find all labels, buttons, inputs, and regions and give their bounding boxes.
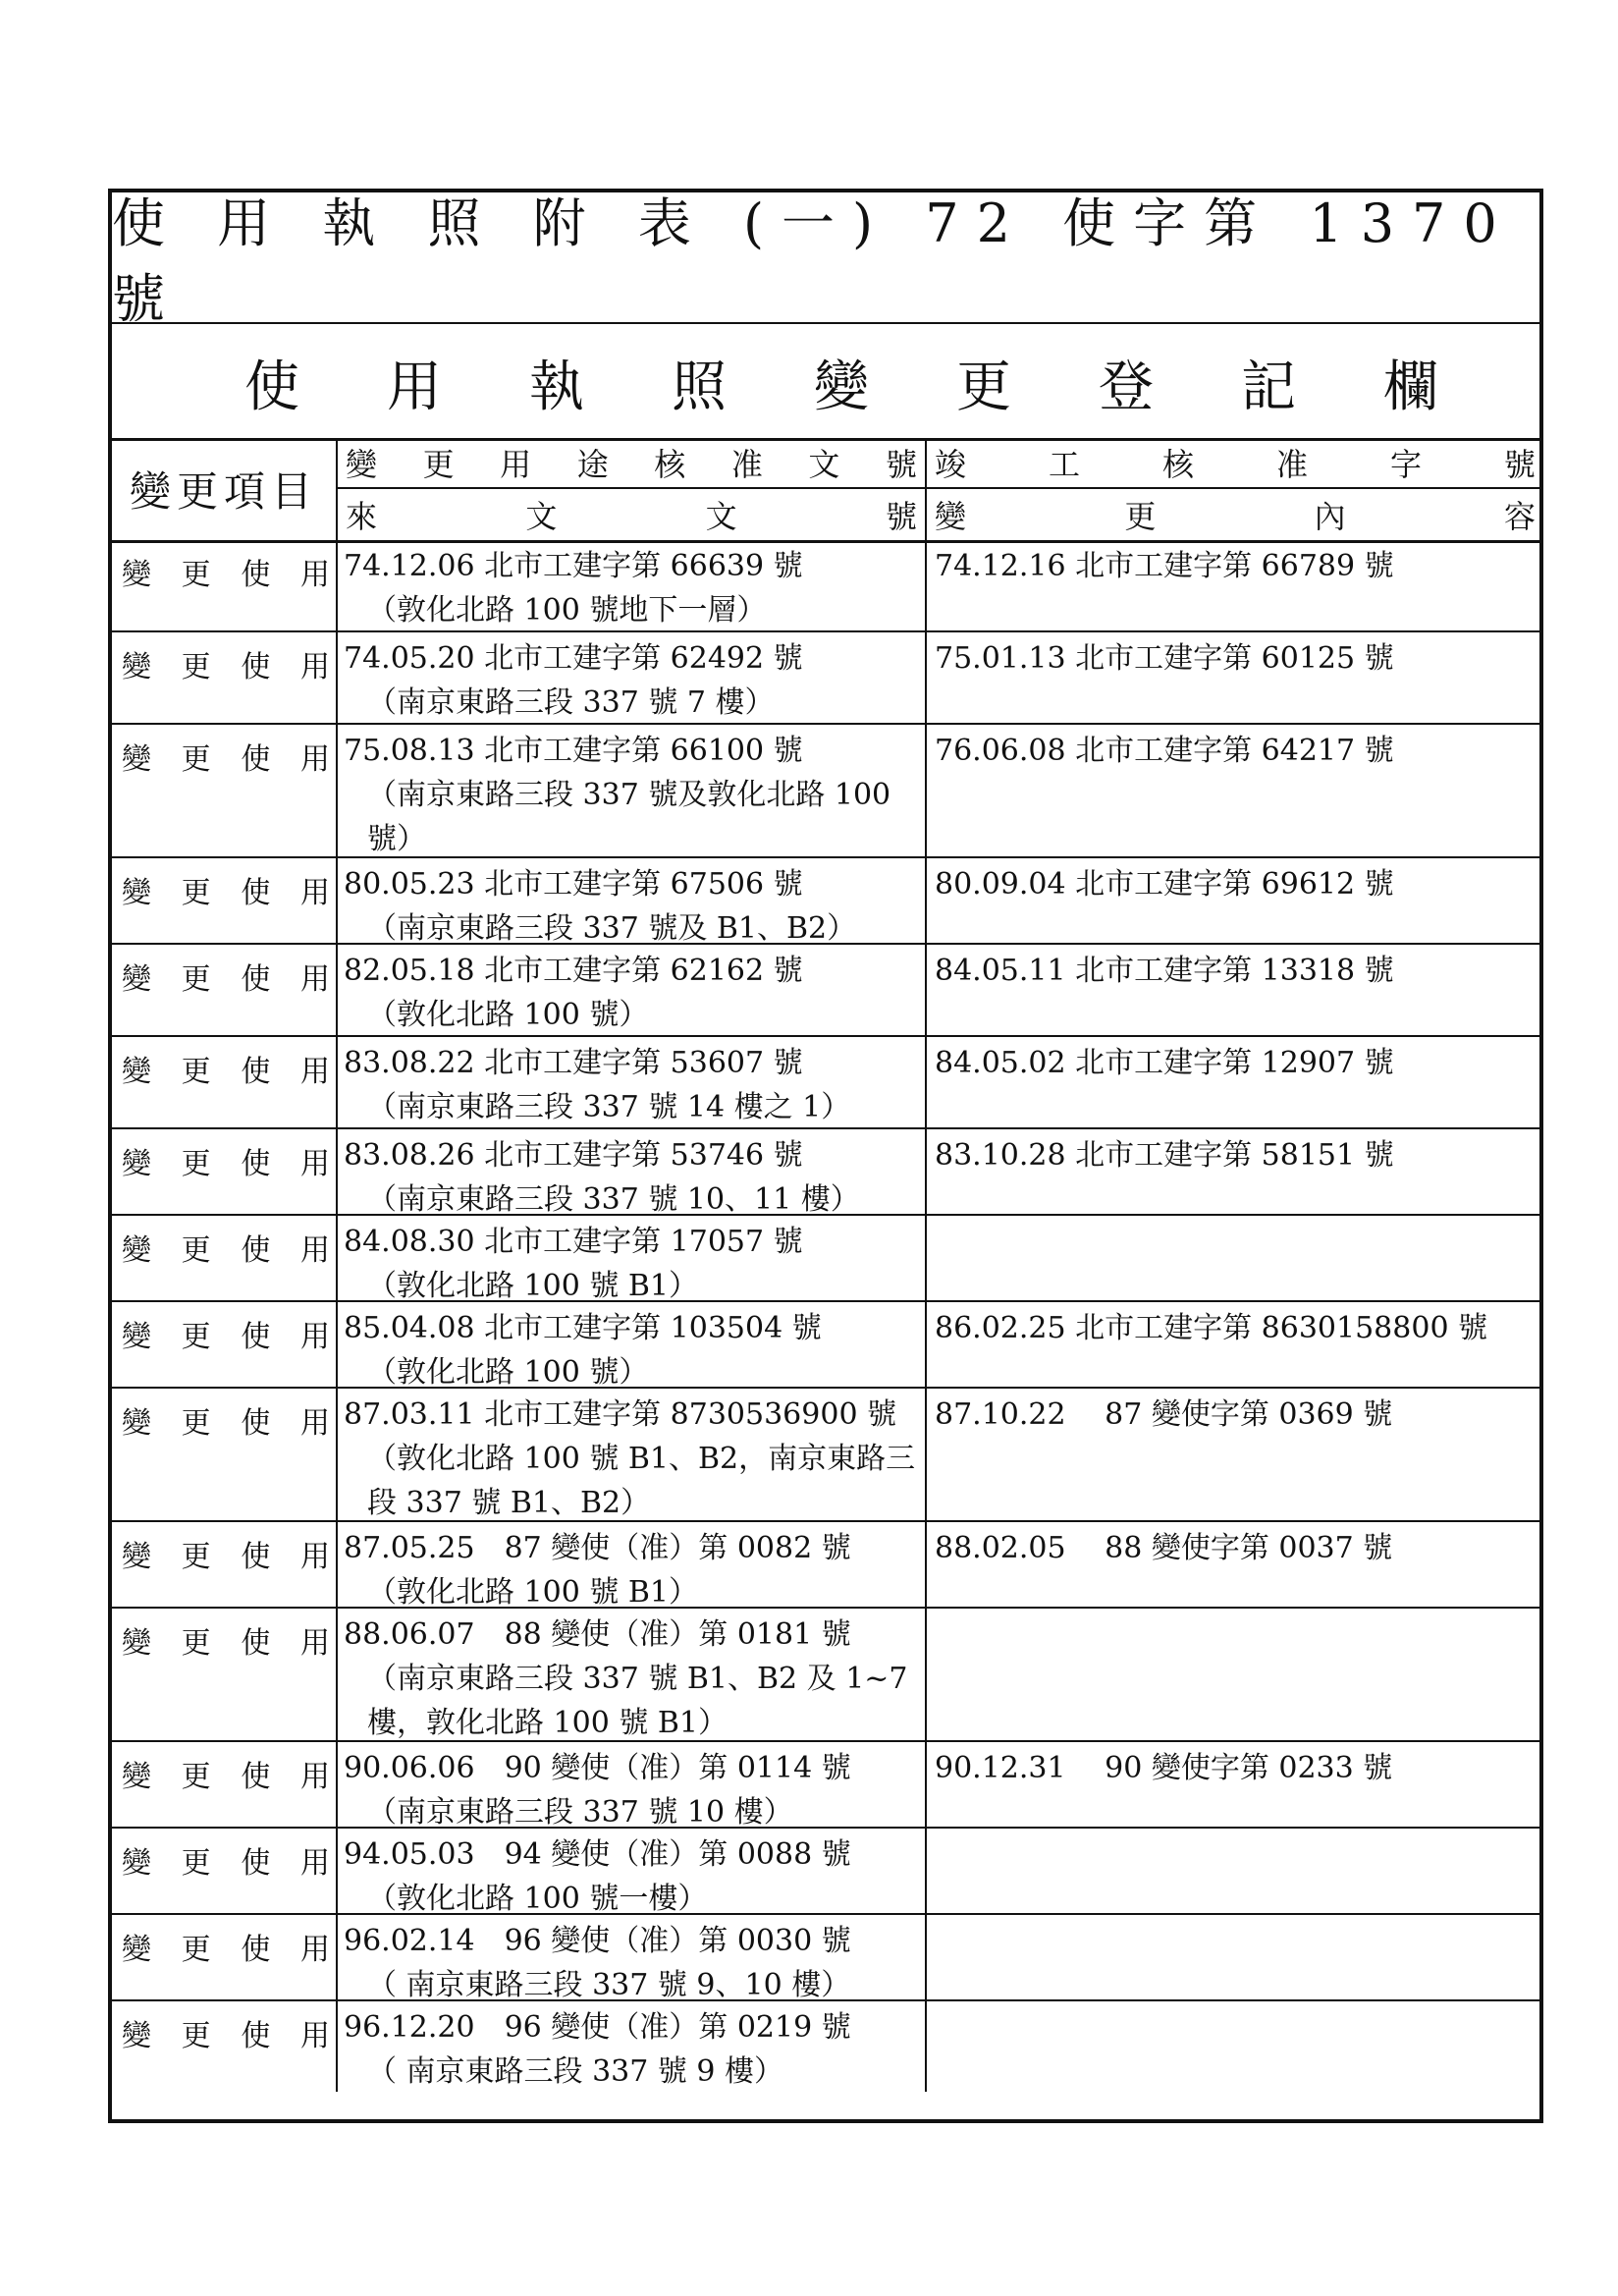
change-item-cell [112, 632, 338, 723]
change-item-char: 更 [181, 1320, 211, 1354]
approval-document-number: 85.04.08 北市工建字第 103504 號 [344, 1311, 822, 1345]
completion-approval-cell [927, 1829, 1539, 1913]
approval-document-number: 82.05.18 北市工建字第 62162 號 [344, 954, 803, 988]
table-row [112, 1389, 1539, 1522]
change-item-char: 更 [181, 558, 211, 592]
approval-document-number: 94.05.03 94 變使（准）第 0088 號 [344, 1837, 851, 1872]
approval-document-cell [338, 1129, 927, 1217]
table-row [112, 632, 1539, 725]
change-item-char: 使 [241, 558, 271, 592]
table-row [112, 945, 1539, 1037]
approval-document-number: 87.05.25 87 變使（准）第 0082 號 [344, 1531, 851, 1565]
change-item-cell [112, 1829, 338, 1913]
table-row [112, 1522, 1539, 1609]
change-item-char: 變 [122, 1055, 151, 1089]
table-body [112, 540, 1539, 2092]
change-item-char: 使 [241, 742, 271, 777]
completion-approval-cell [927, 1915, 1539, 1999]
approval-document-address: （敦化北路 100 號 B1） [367, 1575, 699, 1610]
change-item-cell [112, 858, 338, 943]
table-row [112, 1609, 1539, 1742]
approval-document-number: 74.05.20 北市工建字第 62492 號 [344, 641, 803, 676]
approval-document-cell [338, 945, 927, 1035]
header-document-top: 變 更 用 途 核 准 文 號 [338, 438, 925, 489]
approval-document-cell [338, 2001, 927, 2092]
table-row [112, 725, 1539, 858]
approval-document-address: （敦化北路 100 號 B1） [367, 1269, 699, 1303]
approval-document-cell [338, 1302, 927, 1390]
change-item-char: 使 [241, 650, 271, 684]
approval-document-number: 84.08.30 北市工建字第 17057 號 [344, 1225, 803, 1259]
approval-document-address: （敦化北路 100 號地下一層） [367, 593, 767, 628]
approval-document-number: 87.03.11 北市工建字第 8730536900 號 [344, 1397, 897, 1432]
section-title-char: 使 [244, 355, 299, 419]
change-item-char: 使 [241, 1760, 271, 1794]
change-item-char: 用 [299, 1540, 330, 1574]
approval-document-number: 75.08.13 北市工建字第 66100 號 [344, 734, 803, 768]
change-item-char: 變 [122, 742, 151, 777]
completion-approval-cell: 86.02.25 北市工建字第 8630158800 號 [935, 1311, 1488, 1345]
change-item-cell [112, 540, 338, 630]
approval-document-address: （敦化北路 100 號） [367, 1355, 649, 1390]
change-item-char: 用 [299, 1406, 330, 1441]
change-item-char: 用 [299, 876, 330, 910]
section-title-char: 記 [1241, 355, 1296, 419]
approval-document-address: （敦化北路 100 號 B1、B2，南京東路三段 337 號 B1、B2） [367, 1442, 916, 1520]
change-item-char: 用 [299, 962, 330, 997]
change-item-char: 更 [181, 962, 211, 997]
header-item: 變更項目 [112, 438, 338, 540]
change-item-char: 使 [241, 876, 271, 910]
change-item-char: 用 [299, 1233, 330, 1268]
change-item-cell [112, 1389, 338, 1520]
completion-approval-cell: 84.05.02 北市工建字第 12907 號 [935, 1046, 1394, 1080]
change-item-char: 用 [299, 1055, 330, 1089]
approval-document-cell [338, 1389, 927, 1520]
approval-document-address: （南京東路三段 337 號及 B1、B2） [367, 911, 857, 946]
change-item-cell [112, 1522, 338, 1607]
table-row [112, 2001, 1539, 2092]
approval-document-cell [338, 858, 927, 946]
change-item-char: 變 [122, 1406, 151, 1441]
change-item-char: 用 [299, 1626, 330, 1661]
approval-document-number: 90.06.06 90 變使（准）第 0114 號 [344, 1751, 851, 1785]
change-item-char: 使 [241, 1406, 271, 1441]
completion-approval-cell [927, 2001, 1539, 2092]
change-item-char: 使 [241, 1147, 271, 1181]
section-title-char: 照 [672, 355, 727, 419]
completion-approval-cell [927, 1609, 1539, 1740]
table-row [112, 1742, 1539, 1829]
approval-document-address: （南京東路三段 337 號 10、11 樓） [367, 1182, 860, 1217]
change-item-char: 更 [181, 1933, 211, 1967]
header-completion [927, 438, 1543, 540]
change-item-char: 用 [299, 650, 330, 684]
section-title-char: 執 [529, 355, 584, 419]
change-item-cell [112, 1129, 338, 1214]
completion-approval-cell: 83.10.28 北市工建字第 58151 號 [935, 1138, 1394, 1173]
change-item-char: 變 [122, 876, 151, 910]
approval-document-number: 83.08.22 北市工建字第 53607 號 [344, 1046, 803, 1080]
change-item-cell [112, 1302, 338, 1387]
change-item-char: 使 [241, 1233, 271, 1268]
header-document [338, 438, 927, 540]
approval-document-cell [338, 1037, 927, 1127]
change-item-char: 更 [181, 1406, 211, 1441]
change-item-char: 變 [122, 1846, 151, 1881]
change-item-char: 更 [181, 650, 211, 684]
change-item-char: 變 [122, 558, 151, 592]
section-title-char: 登 [1099, 355, 1154, 419]
change-item-cell [112, 945, 338, 1035]
approval-document-cell [338, 1742, 927, 1830]
completion-approval-cell: 80.09.04 北市工建字第 69612 號 [935, 867, 1394, 902]
approval-document-cell [338, 725, 927, 856]
approval-document-cell [338, 1829, 927, 1916]
change-item-char: 更 [181, 1626, 211, 1661]
change-item-char: 變 [122, 1147, 151, 1181]
table-row [112, 1129, 1539, 1216]
change-item-char: 變 [122, 1320, 151, 1354]
table-row [112, 1037, 1539, 1129]
completion-approval-cell: 87.10.22 87 變使字第 0369 號 [935, 1397, 1393, 1432]
change-item-char: 更 [181, 1147, 211, 1181]
change-item-char: 使 [241, 1055, 271, 1089]
change-item-char: 變 [122, 1626, 151, 1661]
approval-document-address: （敦化北路 100 號） [367, 998, 649, 1032]
table-row [112, 1302, 1539, 1389]
completion-approval-cell: 88.02.05 88 變使字第 0037 號 [935, 1531, 1393, 1565]
approval-document-address: （南京東路三段 337 號 10 樓） [367, 1795, 793, 1830]
approval-document-number: 80.05.23 北市工建字第 67506 號 [344, 867, 803, 902]
change-item-char: 變 [122, 1933, 151, 1967]
change-item-char: 更 [181, 1846, 211, 1881]
change-item-cell [112, 725, 338, 856]
table-row [112, 540, 1539, 632]
permit-table [108, 189, 1543, 2123]
change-item-char: 更 [181, 1540, 211, 1574]
completion-approval-cell: 90.12.31 90 變使字第 0233 號 [935, 1751, 1393, 1785]
change-item-char: 更 [181, 1233, 211, 1268]
section-title-char: 欄 [1383, 355, 1438, 419]
completion-approval-cell: 75.01.13 北市工建字第 60125 號 [935, 641, 1394, 676]
approval-document-address: （敦化北路 100 號一樓） [367, 1882, 708, 1916]
approval-document-cell [338, 1609, 927, 1740]
change-item-char: 用 [299, 1320, 330, 1354]
approval-document-address: （ 南京東路三段 337 號 9 樓） [367, 2054, 784, 2089]
change-item-char: 變 [122, 650, 151, 684]
approval-document-address: （南京東路三段 337 號 14 樓之 1） [367, 1090, 851, 1124]
approval-document-number: 83.08.26 北市工建字第 53746 號 [344, 1138, 803, 1173]
change-item-char: 使 [241, 1626, 271, 1661]
change-item-char: 用 [299, 1147, 330, 1181]
change-item-char: 用 [299, 742, 330, 777]
change-item-char: 更 [181, 2019, 211, 2053]
change-item-char: 變 [122, 2019, 151, 2053]
change-item-char: 使 [241, 1933, 271, 1967]
change-item-char: 變 [122, 1760, 151, 1794]
approval-document-number: 96.12.20 96 變使（准）第 0219 號 [344, 2010, 851, 2045]
approval-document-number: 74.12.06 北市工建字第 66639 號 [344, 549, 803, 583]
change-item-char: 使 [241, 1320, 271, 1354]
table-row [112, 1915, 1539, 2001]
change-item-char: 更 [181, 742, 211, 777]
change-item-char: 使 [241, 2019, 271, 2053]
header-completion-top: 竣 工 核 准 字 號 [927, 438, 1543, 489]
approval-document-number: 96.02.14 96 變使（准）第 0030 號 [344, 1924, 851, 1958]
table-row [112, 1216, 1539, 1302]
change-item-char: 用 [299, 2019, 330, 2053]
change-item-cell [112, 1037, 338, 1127]
completion-approval-cell: 74.12.16 北市工建字第 66789 號 [935, 549, 1394, 583]
completion-approval-cell: 84.05.11 北市工建字第 13318 號 [935, 954, 1394, 988]
table-row [112, 1829, 1539, 1915]
approval-document-cell [338, 632, 927, 723]
approval-document-address: （南京東路三段 337 號及敦化北路 100 號） [367, 778, 891, 856]
approval-document-address: （南京東路三段 337 號 B1、B2 及 1~7 樓，敦化北路 100 號 B1） [367, 1662, 908, 1740]
completion-approval-cell [927, 1216, 1539, 1300]
change-item-char: 使 [241, 1540, 271, 1574]
change-item-char: 更 [181, 1055, 211, 1089]
section-title-char: 更 [956, 355, 1011, 419]
table-row [112, 858, 1539, 945]
header-completion-bottom: 變 更 內 容 [935, 498, 1536, 535]
change-item-char: 使 [241, 962, 271, 997]
change-item-cell [112, 1609, 338, 1740]
change-item-cell [112, 1915, 338, 1999]
section-title-char: 用 [387, 355, 442, 419]
change-item-char: 用 [299, 1846, 330, 1881]
section-title [112, 322, 1539, 441]
approval-document-cell [338, 1915, 927, 2002]
change-item-char: 使 [241, 1846, 271, 1881]
change-item-char: 用 [299, 558, 330, 592]
change-item-char: 變 [122, 962, 151, 997]
change-item-cell [112, 1742, 338, 1827]
change-item-cell [112, 2001, 338, 2092]
approval-document-cell [338, 1216, 927, 1303]
approval-document-cell [338, 1522, 927, 1610]
change-item-cell [112, 1216, 338, 1300]
section-title-char: 變 [814, 355, 869, 419]
approval-document-number: 88.06.07 88 變使（准）第 0181 號 [344, 1617, 851, 1652]
approval-document-address: （ 南京東路三段 337 號 9、10 樓） [367, 1968, 851, 2002]
change-item-char: 更 [181, 876, 211, 910]
change-item-char: 用 [299, 1933, 330, 1967]
approval-document-address: （南京東路三段 337 號 7 樓） [367, 685, 775, 720]
table-header [112, 438, 1539, 543]
change-item-char: 用 [299, 1760, 330, 1794]
header-document-bottom: 來 文 文 號 [346, 498, 917, 535]
change-item-char: 更 [181, 1760, 211, 1794]
change-item-char: 變 [122, 1540, 151, 1574]
approval-document-cell [338, 540, 927, 630]
change-item-char: 變 [122, 1233, 151, 1268]
page-title: 使 用 執 照 附 表 (一) 72 使字第 1370 號 [112, 192, 1539, 324]
completion-approval-cell: 76.06.08 北市工建字第 64217 號 [935, 734, 1394, 768]
